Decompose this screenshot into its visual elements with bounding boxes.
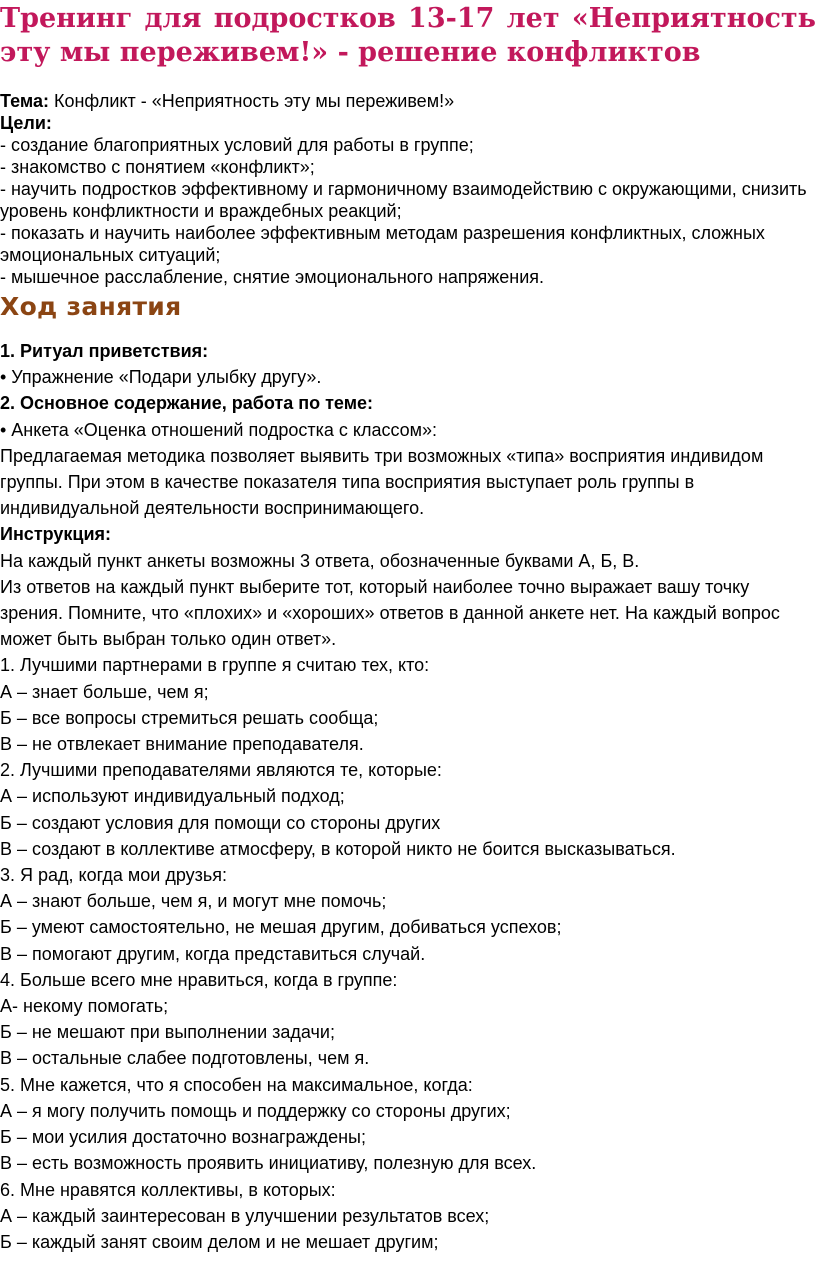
answer-option: Б – не мешают при выполнении задачи;: [0, 1022, 335, 1043]
step1-item: • Упражнение «Подари улыбку другу».: [0, 367, 322, 388]
answer-option: А- некому помогать;: [0, 996, 169, 1017]
answer-option: А – знает больше, чем я;: [0, 681, 209, 702]
goals-label: Цели:: [0, 113, 52, 133]
answer-option: Б – создают условия для помощи со стороны других: [0, 812, 441, 833]
step2-item: • Анкета «Оценка отношений подростка с классом»:: [0, 419, 438, 440]
step1-heading: 1. Ритуал приветствия:: [0, 341, 209, 361]
goal-item: - создание благоприятных условий для работы в группе;: [0, 135, 474, 155]
topic-label: Тема:: [0, 91, 49, 111]
question-text: 3. Я рад, когда мои друзья:: [0, 865, 228, 886]
goal-item: - мышечное расслабление, снятие эмоционального напряжения.: [0, 267, 545, 287]
answer-option: Б – мои усилия достаточно вознаграждены;: [0, 1127, 366, 1148]
section-heading: Ход занятия: [0, 292, 182, 321]
instruction-line: Из ответов на каждый пункт выберите тот, который наиболее точно выражает вашу точку зрения. Помните, что «плохих» и «хороших» ответов в данной анкете нет. На каждый вопрос может быть выбран только один ответ».: [0, 576, 780, 650]
instruction-line: На каждый пункт анкеты возможны 3 ответа, обозначенные буквами А, Б, В.: [0, 550, 640, 571]
step2-heading: 2. Основное содержание, работа по теме:: [0, 393, 374, 414]
question-text: 4. Больше всего мне нравиться, когда в группе:: [0, 969, 398, 990]
question-text: 1. Лучшими партнерами в группе я считаю тех, кто:: [0, 655, 430, 676]
goal-item: - знакомство с понятием «конфликт»;: [0, 157, 315, 177]
question-text: 5. Мне кажется, что я способен на максимальное, когда:: [0, 1074, 473, 1095]
topic-value: Конфликт - «Неприятность эту мы переживем!»: [48, 91, 455, 111]
answer-option: А – используют индивидуальный подход;: [0, 786, 345, 807]
method-description: Предлагаемая методика позволяет выявить три возможных «типа» восприятия индивидом группы. При этом в качестве показателя типа восприятия выступает роль группы в индивидуальной деятельности воспринимающего.: [0, 445, 764, 519]
topic-line: [0, 90, 816, 112]
answer-option: В – не отвлекает внимание преподавателя.: [0, 734, 364, 755]
answer-option: А – я могу получить помощь и поддержку со стороны других;: [0, 1100, 511, 1121]
answer-option: В – есть возможность проявить инициативу, полезную для всех.: [0, 1153, 537, 1174]
answer-option: В – создают в коллективе атмосферу, в которой никто не боится высказываться.: [0, 838, 676, 859]
meta-block: [0, 90, 816, 288]
question-text: 6. Мне нравятся коллективы, в которых:: [0, 1179, 336, 1200]
answer-option: Б – все вопросы стремиться решать сообща;: [0, 707, 379, 728]
goal-item: - показать и научить наиболее эффективным методам разрешения конфликтных, сложных эмоциональных ситуаций;: [0, 223, 765, 265]
answer-option: А – знают больше, чем я, и могут мне помочь;: [0, 891, 387, 912]
document-title: Тренинг для подростков 13-17 лет «Неприятность эту мы переживем!» - решение конфликтов: [0, 3, 816, 68]
goal-item: - научить подростков эффективному и гармоничному взаимодействию с окружающими, снизить уровень конфликтности и враждебных реакций;: [0, 179, 807, 221]
instruction-label: Инструкция:: [0, 524, 112, 545]
answer-option: В – остальные слабее подготовлены, чем я.: [0, 1048, 370, 1069]
answer-option: В – помогают другим, когда представиться случай.: [0, 943, 426, 964]
answer-option: Б – умеют самостоятельно, не мешая другим, добиваться успехов;: [0, 917, 562, 938]
lesson-content: [0, 338, 816, 1255]
answer-option: А – каждый заинтересован в улучшении результатов всех;: [0, 1205, 490, 1226]
answer-option: Б – каждый занят своим делом и не мешает другим;: [0, 1231, 439, 1252]
question-text: 2. Лучшими преподавателями являются те, которые:: [0, 760, 442, 781]
